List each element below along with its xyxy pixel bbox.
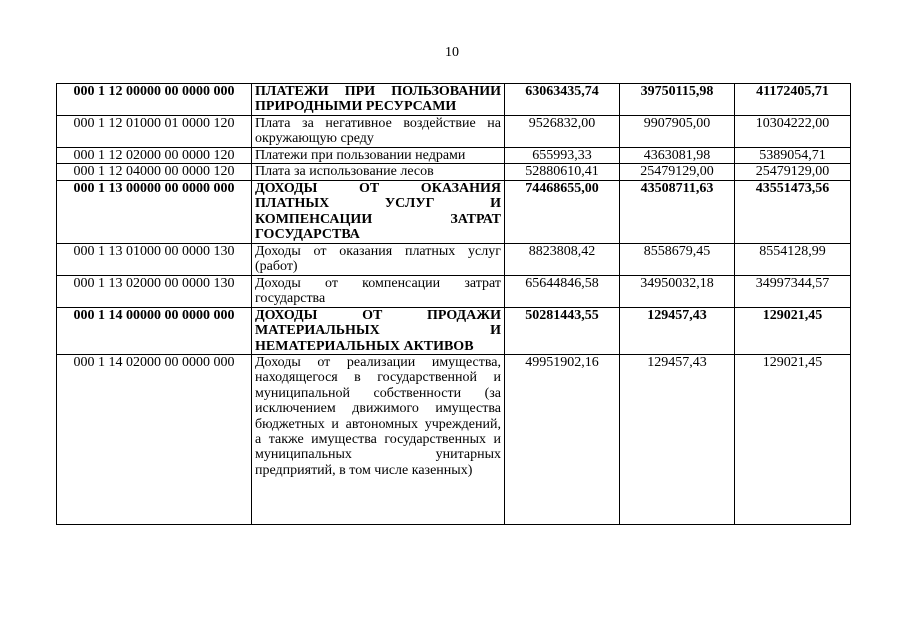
amount-cell-1: 8823808,42 xyxy=(505,243,620,275)
amount-cell-1: 74468655,00 xyxy=(505,180,620,243)
amount-cell-3: 43551473,56 xyxy=(735,180,851,243)
amount-cell-1: 49951902,16 xyxy=(505,355,620,525)
budget-code-cell: 000 1 12 02000 00 0000 120 xyxy=(57,148,252,164)
table-row xyxy=(57,84,851,116)
amount-cell-3: 129021,45 xyxy=(735,355,851,525)
budget-code-cell: 000 1 14 00000 00 0000 000 xyxy=(57,307,252,354)
amount-cell-1: 52880610,41 xyxy=(505,164,620,180)
table-row xyxy=(57,307,851,354)
amount-cell-3: 41172405,71 xyxy=(735,84,851,116)
amount-cell-3: 25479129,00 xyxy=(735,164,851,180)
budget-code-cell: 000 1 12 04000 00 0000 120 xyxy=(57,164,252,180)
item-name-cell: ДОХОДЫ ОТ ОКАЗАНИЯ ПЛАТНЫХ УСЛУГ И КОМПЕНСАЦИИ ЗАТРАТ ГОСУДАРСТВА xyxy=(252,180,505,243)
amount-cell-2: 129457,43 xyxy=(620,307,735,354)
item-name-cell: ДОХОДЫ ОТ ПРОДАЖИ МАТЕРИАЛЬНЫХ И НЕМАТЕРИАЛЬНЫХ АКТИВОВ xyxy=(252,307,505,354)
table-row xyxy=(57,148,851,164)
item-name-cell: Доходы от оказания платных услуг (работ) xyxy=(252,243,505,275)
budget-revenue-table xyxy=(56,83,851,525)
amount-cell-1: 9526832,00 xyxy=(505,116,620,148)
table-row xyxy=(57,275,851,307)
amount-cell-2: 129457,43 xyxy=(620,355,735,525)
amount-cell-1: 63063435,74 xyxy=(505,84,620,116)
amount-cell-2: 39750115,98 xyxy=(620,84,735,116)
amount-cell-3: 129021,45 xyxy=(735,307,851,354)
budget-code-cell: 000 1 13 00000 00 0000 000 xyxy=(57,180,252,243)
amount-cell-1: 50281443,55 xyxy=(505,307,620,354)
budget-code-cell: 000 1 12 00000 00 0000 000 xyxy=(57,84,252,116)
amount-cell-3: 34997344,57 xyxy=(735,275,851,307)
item-name-cell: Доходы от реализации имущества, находящегося в государственной и муниципальной собственности (за исключением движимого имущества бюджетных и автономных учреждений, а также имущества государственных и муниципальных унитарных предприятий, в том числе казенных) xyxy=(252,355,505,525)
table-row xyxy=(57,355,851,525)
item-name-cell: Плата за негативное воздействие на окружающую среду xyxy=(252,116,505,148)
amount-cell-3: 5389054,71 xyxy=(735,148,851,164)
item-name-cell: Платежи при пользовании недрами xyxy=(252,148,505,164)
table-row xyxy=(57,116,851,148)
amount-cell-2: 25479129,00 xyxy=(620,164,735,180)
amount-cell-1: 655993,33 xyxy=(505,148,620,164)
amount-cell-3: 8554128,99 xyxy=(735,243,851,275)
budget-code-cell: 000 1 13 01000 00 0000 130 xyxy=(57,243,252,275)
item-name-cell: Доходы от компенсации затрат государства xyxy=(252,275,505,307)
amount-cell-2: 4363081,98 xyxy=(620,148,735,164)
table-row xyxy=(57,180,851,243)
page-number: 10 xyxy=(445,45,459,60)
table-row xyxy=(57,243,851,275)
budget-code-cell: 000 1 14 02000 00 0000 000 xyxy=(57,355,252,525)
item-name-cell: Плата за использование лесов xyxy=(252,164,505,180)
amount-cell-2: 43508711,63 xyxy=(620,180,735,243)
amount-cell-1: 65644846,58 xyxy=(505,275,620,307)
amount-cell-2: 8558679,45 xyxy=(620,243,735,275)
amount-cell-3: 10304222,00 xyxy=(735,116,851,148)
table-row xyxy=(57,164,851,180)
budget-code-cell: 000 1 12 01000 01 0000 120 xyxy=(57,116,252,148)
item-name-cell: ПЛАТЕЖИ ПРИ ПОЛЬЗОВАНИИ ПРИРОДНЫМИ РЕСУРСАМИ xyxy=(252,84,505,116)
amount-cell-2: 34950032,18 xyxy=(620,275,735,307)
budget-code-cell: 000 1 13 02000 00 0000 130 xyxy=(57,275,252,307)
amount-cell-2: 9907905,00 xyxy=(620,116,735,148)
